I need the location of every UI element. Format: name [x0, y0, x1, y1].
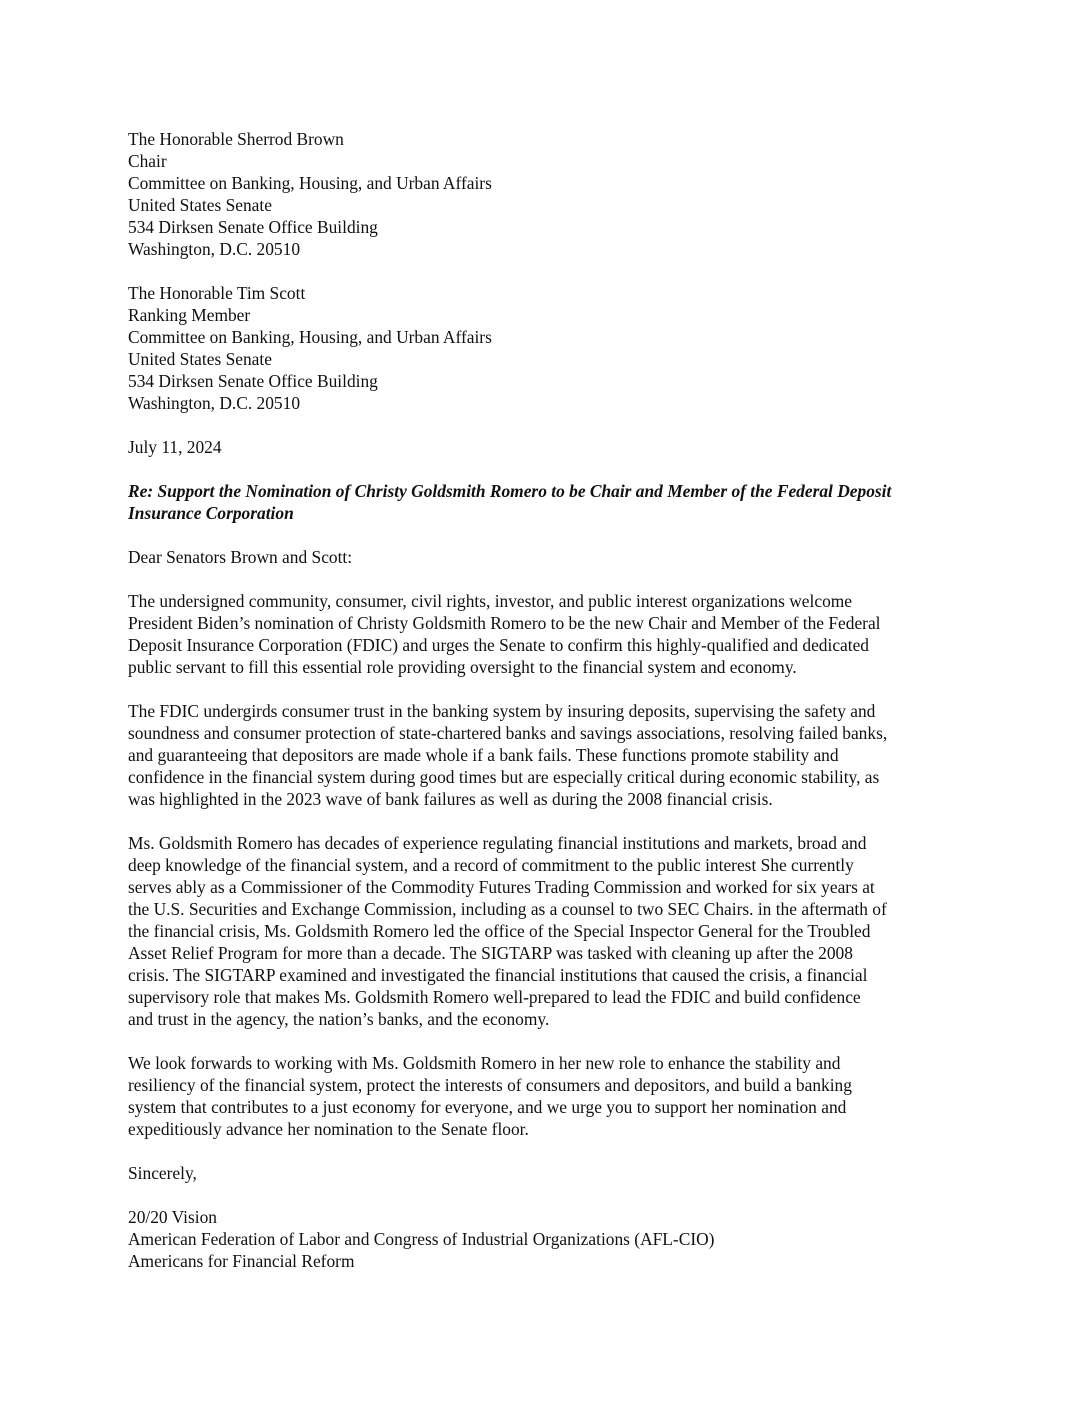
body-paragraph-1 [128, 590, 958, 678]
paragraph-line: was highlighted in the 2023 wave of bank failures as well as during the 2008 financial crisis. [128, 789, 773, 809]
spacer [128, 1140, 958, 1162]
subject-line-text: Re: Support the Nomination of Christy Goldsmith Romero to be Chair and Member of the Federal Deposit [128, 481, 892, 501]
spacer [128, 568, 958, 590]
paragraph-line: Ms. Goldsmith Romero has decades of experience regulating financial institutions and markets, broad and [128, 833, 867, 853]
address-line: Committee on Banking, Housing, and Urban Affairs [128, 327, 492, 347]
address-line: Chair [128, 151, 167, 171]
spacer [128, 414, 958, 436]
paragraph-line: and trust in the agency, the nation’s banks, and the economy. [128, 1009, 550, 1029]
spacer [128, 260, 958, 282]
letter-date [128, 436, 958, 458]
paragraph-line: President Biden’s nomination of Christy Goldsmith Romero to be the new Chair and Member of the Federal [128, 613, 881, 633]
paragraph-line: crisis. The SIGTARP examined and investigated the financial institutions that caused the crisis, a financial [128, 965, 868, 985]
address-line: United States Senate [128, 195, 272, 215]
body-paragraph-4 [128, 1052, 958, 1140]
paragraph-line: supervisory role that makes Ms. Goldsmith Romero well-prepared to lead the FDIC and build confidence [128, 987, 861, 1007]
body-paragraph-2 [128, 700, 958, 810]
paragraph-line: Asset Relief Program for more than a decade. The SIGTARP was tasked with cleaning up after the 2008 [128, 943, 853, 963]
paragraph-line: public servant to fill this essential role providing oversight to the financial system and economy. [128, 657, 797, 677]
address-line: Committee on Banking, Housing, and Urban Affairs [128, 173, 492, 193]
paragraph-line: resiliency of the financial system, protect the interests of consumers and depositors, and build a banking [128, 1075, 852, 1095]
signatory-list [128, 1206, 958, 1272]
signatory-item: Americans for Financial Reform [128, 1251, 355, 1271]
paragraph-line: expeditiously advance her nomination to the Senate floor. [128, 1119, 529, 1139]
salutation-text: Dear Senators Brown and Scott: [128, 547, 353, 567]
paragraph-line: the U.S. Securities and Exchange Commission, including as a counsel to two SEC Chairs. in the aftermath of [128, 899, 887, 919]
paragraph-line: We look forwards to working with Ms. Goldsmith Romero in her new role to enhance the stability and [128, 1053, 841, 1073]
letter-page [128, 128, 958, 1272]
paragraph-line: and guaranteeing that depositors are made whole if a bank fails. These functions promote stability and [128, 745, 839, 765]
address-line: Washington, D.C. 20510 [128, 239, 301, 259]
address-line: The Honorable Sherrod Brown [128, 129, 344, 149]
closing [128, 1162, 958, 1184]
paragraph-line: deep knowledge of the financial system, and a record of commitment to the public interest She currently [128, 855, 854, 875]
signatory-item: 20/20 Vision [128, 1207, 217, 1227]
closing-text: Sincerely, [128, 1163, 197, 1183]
paragraph-line: The undersigned community, consumer, civil rights, investor, and public interest organizations welcome [128, 591, 853, 611]
recipient-address-brown [128, 128, 958, 260]
paragraph-line: the financial crisis, Ms. Goldsmith Romero led the office of the Special Inspector General for the Troubled [128, 921, 871, 941]
address-line: Washington, D.C. 20510 [128, 393, 301, 413]
spacer [128, 1030, 958, 1052]
paragraph-line: confidence in the financial system during good times but are especially critical during economic stability, as [128, 767, 880, 787]
address-line: The Honorable Tim Scott [128, 283, 306, 303]
paragraph-line: system that contributes to a just economy for everyone, and we urge you to support her nomination and [128, 1097, 847, 1117]
paragraph-line: soundness and consumer protection of state-chartered banks and savings associations, resolving failed banks, [128, 723, 888, 743]
salutation [128, 546, 958, 568]
spacer [128, 810, 958, 832]
spacer [128, 524, 958, 546]
address-line: United States Senate [128, 349, 272, 369]
body-paragraph-3 [128, 832, 958, 1030]
spacer [128, 1184, 958, 1206]
paragraph-line: The FDIC undergirds consumer trust in the banking system by insuring deposits, supervising the safety and [128, 701, 876, 721]
subject-line-text: Insurance Corporation [128, 503, 294, 523]
subject-line [128, 480, 958, 524]
address-line: Ranking Member [128, 305, 251, 325]
paragraph-line: serves ably as a Commissioner of the Commodity Futures Trading Commission and worked for six years at [128, 877, 875, 897]
signatory-item: American Federation of Labor and Congress of Industrial Organizations (AFL-CIO) [128, 1229, 715, 1249]
paragraph-line: Deposit Insurance Corporation (FDIC) and urges the Senate to confirm this highly-qualified and dedicated [128, 635, 870, 655]
address-line: 534 Dirksen Senate Office Building [128, 217, 378, 237]
spacer [128, 678, 958, 700]
date-text: July 11, 2024 [128, 437, 222, 457]
address-line: 534 Dirksen Senate Office Building [128, 371, 378, 391]
recipient-address-scott [128, 282, 958, 414]
spacer [128, 458, 958, 480]
